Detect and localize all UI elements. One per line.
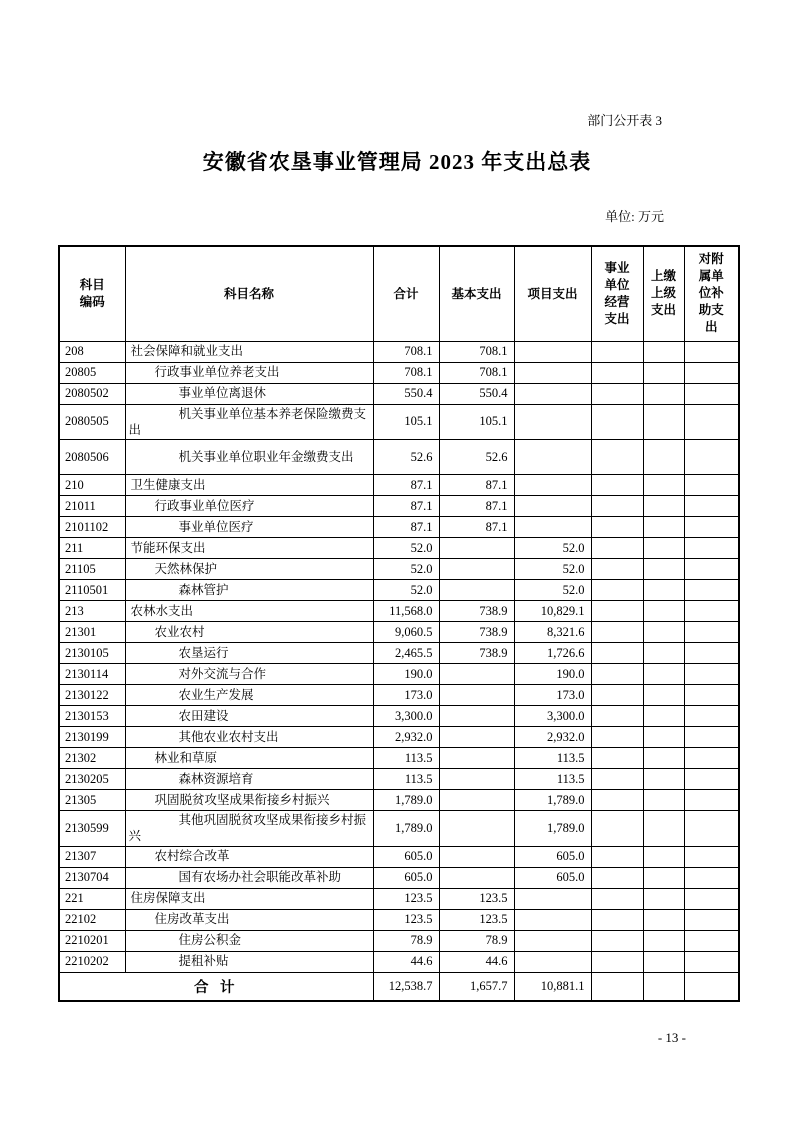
subject-code-cell: 2210201 — [59, 930, 125, 951]
subject-name-cell: 对外交流与合作 — [125, 664, 373, 685]
operating-expense-cell — [591, 496, 643, 517]
table-row — [59, 559, 739, 580]
total-cell: 9,060.5 — [373, 622, 439, 643]
header-total — [373, 246, 439, 341]
table-body — [59, 341, 739, 972]
basic-expense-cell — [439, 748, 514, 769]
table-row — [59, 706, 739, 727]
subject-code-cell: 2130122 — [59, 685, 125, 706]
basic-expense-cell: 87.1 — [439, 517, 514, 538]
table-row — [59, 517, 739, 538]
header-subsidy-label: 对附属单位补助支出 — [698, 252, 724, 334]
operating-expense-cell — [591, 440, 643, 475]
total-cell: 1,789.0 — [373, 790, 439, 811]
operating-expense-cell — [591, 341, 643, 362]
header-basic-expense-label: 基本支出 — [451, 286, 502, 301]
subject-name-cell: 农业生产发展 — [125, 685, 373, 706]
subject-name-cell: 社会保障和就业支出 — [125, 341, 373, 362]
project-expense-cell: 8,321.6 — [514, 622, 591, 643]
total-cell: 78.9 — [373, 930, 439, 951]
upper-remit-cell — [643, 643, 684, 664]
upper-remit-cell — [643, 790, 684, 811]
upper-remit-cell — [643, 475, 684, 496]
project-expense-cell: 52.0 — [514, 559, 591, 580]
upper-remit-cell — [643, 341, 684, 362]
subject-name-cell: 事业单位医疗 — [125, 517, 373, 538]
table-row — [59, 622, 739, 643]
basic-expense-cell — [439, 538, 514, 559]
subsidy-cell — [684, 888, 739, 909]
subsidy-cell — [684, 517, 739, 538]
subject-name-cell: 事业单位离退休 — [125, 383, 373, 404]
project-expense-cell: 190.0 — [514, 664, 591, 685]
project-expense-cell: 605.0 — [514, 846, 591, 867]
header-subject-code-label: 科目编码 — [79, 277, 105, 309]
subject-code-cell: 2130105 — [59, 643, 125, 664]
subject-code-cell: 2130205 — [59, 769, 125, 790]
table-row — [59, 664, 739, 685]
subject-code-cell: 213 — [59, 601, 125, 622]
table-header — [59, 246, 739, 341]
subject-name-cell: 其他巩固脱贫攻坚成果衔接乡村振兴 — [125, 811, 373, 847]
table-row — [59, 440, 739, 475]
project-expense-cell — [514, 496, 591, 517]
project-expense-cell: 1,789.0 — [514, 790, 591, 811]
basic-expense-cell: 550.4 — [439, 383, 514, 404]
project-expense-cell: 3,300.0 — [514, 706, 591, 727]
subject-code-cell: 2110501 — [59, 580, 125, 601]
subject-code-cell: 2130153 — [59, 706, 125, 727]
basic-expense-cell: 708.1 — [439, 362, 514, 383]
subject-code-cell: 2210202 — [59, 951, 125, 972]
subsidy-cell — [684, 909, 739, 930]
subsidy-cell — [684, 496, 739, 517]
total-cell: 52.0 — [373, 580, 439, 601]
project-expense-cell — [514, 440, 591, 475]
subject-name-cell: 国有农场办社会职能改革补助 — [125, 867, 373, 888]
total-row-subsidy — [684, 972, 739, 1001]
header-subject-name-label: 科目名称 — [223, 286, 274, 301]
operating-expense-cell — [591, 706, 643, 727]
subsidy-cell — [684, 440, 739, 475]
subject-code-cell: 221 — [59, 888, 125, 909]
project-expense-cell — [514, 341, 591, 362]
subsidy-cell — [684, 951, 739, 972]
subsidy-cell — [684, 341, 739, 362]
operating-expense-cell — [591, 664, 643, 685]
subject-code-cell: 2130704 — [59, 867, 125, 888]
operating-expense-cell — [591, 404, 643, 440]
subject-code-cell: 2080505 — [59, 404, 125, 440]
upper-remit-cell — [643, 517, 684, 538]
table-row — [59, 404, 739, 440]
project-expense-cell — [514, 517, 591, 538]
subsidy-cell — [684, 383, 739, 404]
subject-name-cell: 行政事业单位养老支出 — [125, 362, 373, 383]
table-row — [59, 951, 739, 972]
total-row-basic: 1,657.7 — [439, 972, 514, 1001]
total-row-total: 12,538.7 — [373, 972, 439, 1001]
operating-expense-cell — [591, 727, 643, 748]
project-expense-cell: 2,932.0 — [514, 727, 591, 748]
upper-remit-cell — [643, 846, 684, 867]
operating-expense-cell — [591, 769, 643, 790]
subject-name-cell: 机关事业单位基本养老保险缴费支出 — [125, 404, 373, 440]
subsidy-cell — [684, 706, 739, 727]
subsidy-cell — [684, 559, 739, 580]
subject-name-cell: 节能环保支出 — [125, 538, 373, 559]
upper-remit-cell — [643, 727, 684, 748]
subject-name-cell: 林业和草原 — [125, 748, 373, 769]
subject-code-cell: 21105 — [59, 559, 125, 580]
project-expense-cell: 113.5 — [514, 769, 591, 790]
subsidy-cell — [684, 748, 739, 769]
upper-remit-cell — [643, 622, 684, 643]
operating-expense-cell — [591, 846, 643, 867]
table-row — [59, 341, 739, 362]
total-row-operating — [591, 972, 643, 1001]
upper-remit-cell — [643, 706, 684, 727]
subject-code-cell: 2080506 — [59, 440, 125, 475]
upper-remit-cell — [643, 748, 684, 769]
project-expense-cell: 1,789.0 — [514, 811, 591, 847]
project-expense-cell: 113.5 — [514, 748, 591, 769]
subject-code-cell: 21301 — [59, 622, 125, 643]
subject-code-cell: 22102 — [59, 909, 125, 930]
operating-expense-cell — [591, 930, 643, 951]
total-cell: 3,300.0 — [373, 706, 439, 727]
total-cell: 52.0 — [373, 559, 439, 580]
subject-name-cell: 农村综合改革 — [125, 846, 373, 867]
table-row — [59, 685, 739, 706]
total-cell: 2,465.5 — [373, 643, 439, 664]
subject-name-cell: 其他农业农村支出 — [125, 727, 373, 748]
operating-expense-cell — [591, 601, 643, 622]
subject-code-cell: 2130599 — [59, 811, 125, 847]
total-cell: 605.0 — [373, 846, 439, 867]
table-row — [59, 538, 739, 559]
basic-expense-cell — [439, 846, 514, 867]
upper-remit-cell — [643, 930, 684, 951]
upper-remit-cell — [643, 580, 684, 601]
subject-name-cell: 巩固脱贫攻坚成果衔接乡村振兴 — [125, 790, 373, 811]
header-project-expense — [514, 246, 591, 341]
subsidy-cell — [684, 643, 739, 664]
subsidy-cell — [684, 930, 739, 951]
operating-expense-cell — [591, 622, 643, 643]
basic-expense-cell: 87.1 — [439, 475, 514, 496]
upper-remit-cell — [643, 496, 684, 517]
subject-name-cell: 天然林保护 — [125, 559, 373, 580]
table-row — [59, 888, 739, 909]
basic-expense-cell — [439, 706, 514, 727]
project-expense-cell: 173.0 — [514, 685, 591, 706]
subsidy-cell — [684, 846, 739, 867]
basic-expense-cell — [439, 559, 514, 580]
table-row — [59, 727, 739, 748]
basic-expense-cell — [439, 727, 514, 748]
subject-name-cell: 提租补贴 — [125, 951, 373, 972]
total-cell: 87.1 — [373, 496, 439, 517]
subsidy-cell — [684, 362, 739, 383]
total-cell: 1,789.0 — [373, 811, 439, 847]
total-cell: 87.1 — [373, 517, 439, 538]
upper-remit-cell — [643, 867, 684, 888]
subject-code-cell: 211 — [59, 538, 125, 559]
header-operating-expense-label: 事业单位经营支出 — [604, 260, 630, 326]
header-subsidy — [684, 246, 739, 341]
total-cell: 52.0 — [373, 538, 439, 559]
upper-remit-cell — [643, 685, 684, 706]
project-expense-cell — [514, 888, 591, 909]
total-cell: 87.1 — [373, 475, 439, 496]
header-row — [59, 246, 739, 341]
total-cell: 123.5 — [373, 909, 439, 930]
subject-name-cell: 行政事业单位医疗 — [125, 496, 373, 517]
subject-name-cell: 住房改革支出 — [125, 909, 373, 930]
total-cell: 550.4 — [373, 383, 439, 404]
subject-name-cell: 农垦运行 — [125, 643, 373, 664]
table-footer — [59, 972, 739, 1001]
project-expense-cell — [514, 909, 591, 930]
table-row — [59, 601, 739, 622]
total-cell: 44.6 — [373, 951, 439, 972]
table-row — [59, 846, 739, 867]
subsidy-cell — [684, 727, 739, 748]
project-expense-cell: 10,829.1 — [514, 601, 591, 622]
total-cell: 173.0 — [373, 685, 439, 706]
basic-expense-cell — [439, 811, 514, 847]
basic-expense-cell — [439, 580, 514, 601]
subsidy-cell — [684, 685, 739, 706]
subsidy-cell — [684, 867, 739, 888]
upper-remit-cell — [643, 559, 684, 580]
subject-name-cell: 农业农村 — [125, 622, 373, 643]
page-title: 安徽省农垦事业管理局 2023 年支出总表 — [202, 150, 592, 174]
total-cell: 123.5 — [373, 888, 439, 909]
project-expense-cell — [514, 930, 591, 951]
operating-expense-cell — [591, 909, 643, 930]
table-row — [59, 383, 739, 404]
operating-expense-cell — [591, 790, 643, 811]
table-row — [59, 811, 739, 847]
upper-remit-cell — [643, 909, 684, 930]
operating-expense-cell — [591, 811, 643, 847]
basic-expense-cell: 738.9 — [439, 643, 514, 664]
subject-name-cell: 农林水支出 — [125, 601, 373, 622]
subsidy-cell — [684, 538, 739, 559]
header-project-expense-label: 项目支出 — [527, 286, 578, 301]
total-cell: 605.0 — [373, 867, 439, 888]
operating-expense-cell — [591, 362, 643, 383]
basic-expense-cell: 78.9 — [439, 930, 514, 951]
subsidy-cell — [684, 664, 739, 685]
basic-expense-cell: 123.5 — [439, 888, 514, 909]
subject-code-cell: 21302 — [59, 748, 125, 769]
table-row — [59, 867, 739, 888]
basic-expense-cell: 738.9 — [439, 601, 514, 622]
subsidy-cell — [684, 622, 739, 643]
total-cell: 190.0 — [373, 664, 439, 685]
operating-expense-cell — [591, 383, 643, 404]
basic-expense-cell — [439, 867, 514, 888]
header-upper-remit-label: 上缴上级支出 — [650, 269, 676, 318]
basic-expense-cell: 123.5 — [439, 909, 514, 930]
unit-label: 单位: 万元 — [605, 209, 664, 224]
subject-name-cell: 森林资源培育 — [125, 769, 373, 790]
total-row — [59, 972, 739, 1001]
operating-expense-cell — [591, 748, 643, 769]
table-row — [59, 769, 739, 790]
project-expense-cell — [514, 383, 591, 404]
upper-remit-cell — [643, 601, 684, 622]
table-row — [59, 643, 739, 664]
header-subject-code — [59, 246, 125, 341]
header-upper-remit — [643, 246, 684, 341]
basic-expense-cell: 105.1 — [439, 404, 514, 440]
operating-expense-cell — [591, 888, 643, 909]
table-row — [59, 909, 739, 930]
subject-code-cell: 21011 — [59, 496, 125, 517]
total-cell: 11,568.0 — [373, 601, 439, 622]
upper-remit-cell — [643, 362, 684, 383]
subsidy-cell — [684, 811, 739, 847]
total-cell: 708.1 — [373, 362, 439, 383]
upper-remit-cell — [643, 538, 684, 559]
subsidy-cell — [684, 601, 739, 622]
header-total-label: 合计 — [393, 286, 419, 301]
project-expense-cell — [514, 404, 591, 440]
subject-code-cell: 21305 — [59, 790, 125, 811]
subject-code-cell: 2080502 — [59, 383, 125, 404]
subsidy-cell — [684, 404, 739, 440]
subject-code-cell: 208 — [59, 341, 125, 362]
basic-expense-cell: 87.1 — [439, 496, 514, 517]
header-basic-expense — [439, 246, 514, 341]
header-operating-expense — [591, 246, 643, 341]
subject-code-cell: 21307 — [59, 846, 125, 867]
basic-expense-cell: 52.6 — [439, 440, 514, 475]
operating-expense-cell — [591, 685, 643, 706]
subject-code-cell: 2130199 — [59, 727, 125, 748]
total-cell: 2,932.0 — [373, 727, 439, 748]
table-row — [59, 748, 739, 769]
subject-name-cell: 森林管护 — [125, 580, 373, 601]
table-row — [59, 362, 739, 383]
table-row — [59, 580, 739, 601]
project-expense-cell: 605.0 — [514, 867, 591, 888]
project-expense-cell: 1,726.6 — [514, 643, 591, 664]
header-subject-name — [125, 246, 373, 341]
operating-expense-cell — [591, 867, 643, 888]
project-expense-cell — [514, 475, 591, 496]
upper-remit-cell — [643, 951, 684, 972]
upper-remit-cell — [643, 440, 684, 475]
basic-expense-cell: 708.1 — [439, 341, 514, 362]
operating-expense-cell — [591, 643, 643, 664]
total-row-label: 合 计 — [59, 972, 373, 1001]
subject-code-cell: 2130114 — [59, 664, 125, 685]
operating-expense-cell — [591, 951, 643, 972]
table-row — [59, 790, 739, 811]
basic-expense-cell — [439, 790, 514, 811]
expenditure-table — [58, 245, 740, 1002]
subject-code-cell: 2101102 — [59, 517, 125, 538]
upper-remit-cell — [643, 769, 684, 790]
project-expense-cell — [514, 951, 591, 972]
project-expense-cell: 52.0 — [514, 538, 591, 559]
subject-name-cell: 农田建设 — [125, 706, 373, 727]
subsidy-cell — [684, 475, 739, 496]
basic-expense-cell — [439, 685, 514, 706]
total-cell: 708.1 — [373, 341, 439, 362]
project-expense-cell: 52.0 — [514, 580, 591, 601]
total-row-project: 10,881.1 — [514, 972, 591, 1001]
basic-expense-cell — [439, 664, 514, 685]
basic-expense-cell: 44.6 — [439, 951, 514, 972]
total-cell: 113.5 — [373, 769, 439, 790]
subsidy-cell — [684, 580, 739, 601]
upper-remit-cell — [643, 383, 684, 404]
upper-remit-cell — [643, 811, 684, 847]
subject-code-cell: 210 — [59, 475, 125, 496]
subject-name-cell: 机关事业单位职业年金缴费支出 — [125, 440, 373, 475]
total-cell: 52.6 — [373, 440, 439, 475]
operating-expense-cell — [591, 559, 643, 580]
operating-expense-cell — [591, 475, 643, 496]
total-cell: 113.5 — [373, 748, 439, 769]
basic-expense-cell: 738.9 — [439, 622, 514, 643]
subject-name-cell: 住房保障支出 — [125, 888, 373, 909]
table-row — [59, 496, 739, 517]
total-row-upper — [643, 972, 684, 1001]
subsidy-cell — [684, 790, 739, 811]
operating-expense-cell — [591, 538, 643, 559]
upper-remit-cell — [643, 888, 684, 909]
operating-expense-cell — [591, 580, 643, 601]
doc-label: 部门公开表 3 — [587, 113, 662, 128]
subject-name-cell: 住房公积金 — [125, 930, 373, 951]
basic-expense-cell — [439, 769, 514, 790]
operating-expense-cell — [591, 517, 643, 538]
table-row — [59, 475, 739, 496]
upper-remit-cell — [643, 404, 684, 440]
subsidy-cell — [684, 769, 739, 790]
total-cell: 105.1 — [373, 404, 439, 440]
table-row — [59, 930, 739, 951]
page-number: - 13 - — [657, 1030, 686, 1045]
subject-code-cell: 20805 — [59, 362, 125, 383]
project-expense-cell — [514, 362, 591, 383]
upper-remit-cell — [643, 664, 684, 685]
subject-name-cell: 卫生健康支出 — [125, 475, 373, 496]
